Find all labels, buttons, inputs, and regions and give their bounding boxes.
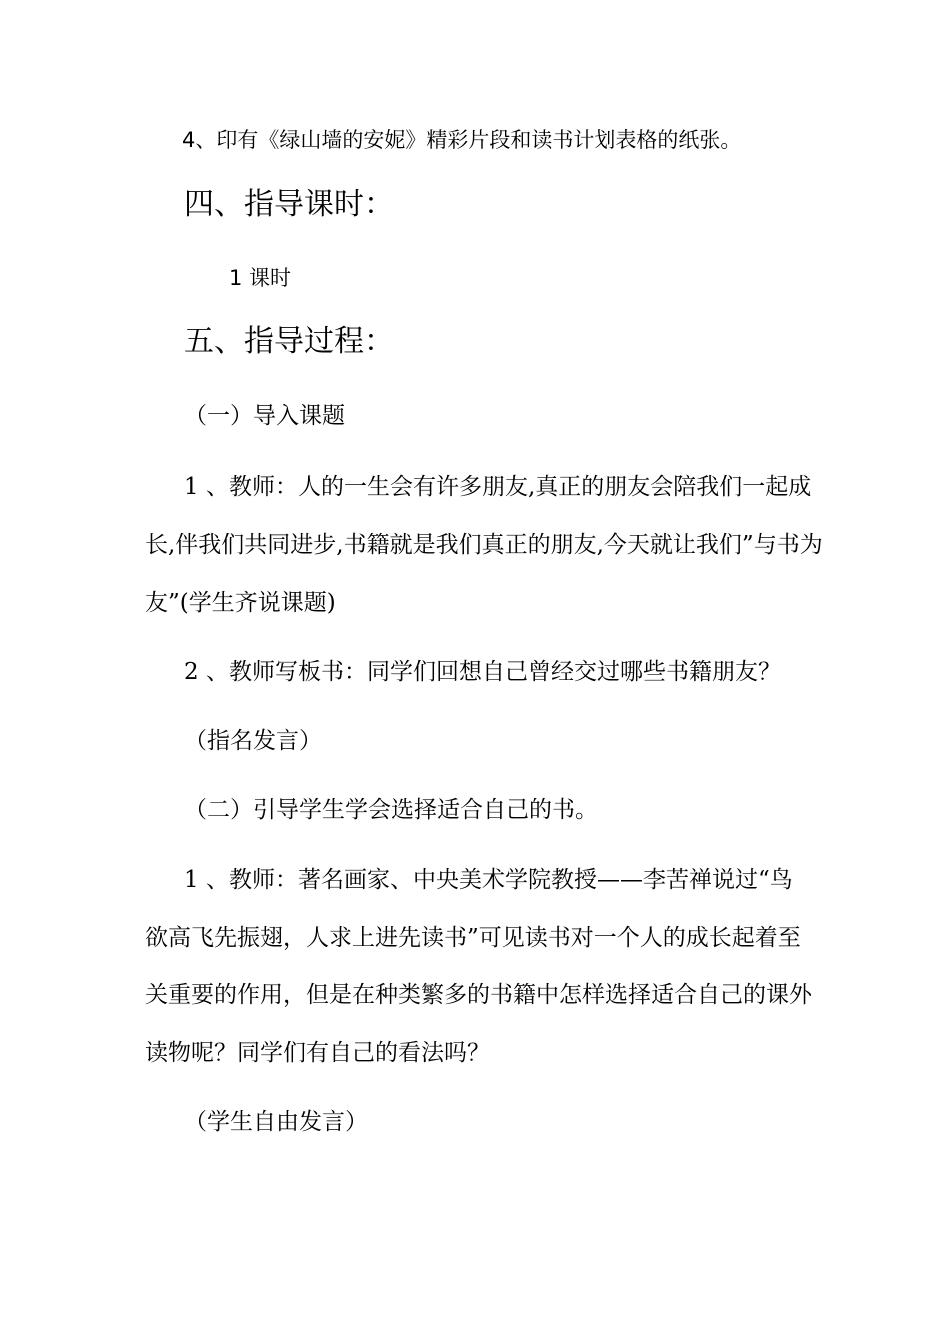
paragraph-1-line-2: 长,伴我们共同进步,书籍就是我们真正的朋友,今天就让我们”与书为 xyxy=(145,532,823,558)
paragraph-3-note: （学生自由发言） xyxy=(184,1109,368,1135)
paragraph-2-line-1: 2 、教师写板书：同学们回想自己曾经交过哪些书籍朋友？ xyxy=(184,659,781,685)
paragraph-3-line-3: 关重要的作用，但是在种类繁多的书籍中怎样选择适合自己的课外 xyxy=(145,982,812,1008)
subsection-2-heading: （二）引导学生学会选择适合自己的书。 xyxy=(184,797,598,823)
subsection-1-heading: （一）导入课题 xyxy=(184,403,345,429)
section-4-text: 1 课时 xyxy=(229,266,292,290)
materials-item-4: 4、印有《绿山墙的安妮》精彩片段和读书计划表格的纸张。 xyxy=(182,128,742,152)
section-4-heading: 四、指导课时： xyxy=(184,187,394,222)
paragraph-3-line-4: 读物呢？同学们有自己的看法吗？ xyxy=(145,1040,490,1066)
paragraph-3-line-2: 欲高飞先振翅，人求上进先读书”可见读书对一个人的成长起着至 xyxy=(145,925,801,951)
paragraph-1-line-3: 友”(学生齐说课题) xyxy=(145,590,336,616)
paragraph-3-line-1: 1 、教师：著名画家、中央美术学院教授——李苦禅说过“鸟 xyxy=(184,867,793,893)
paragraph-2-note: （指名发言） xyxy=(184,728,322,754)
section-5-heading: 五、指导过程： xyxy=(184,324,394,359)
paragraph-1-line-1: 1 、教师：人的一生会有许多朋友,真正的朋友会陪我们一起成 xyxy=(184,474,812,500)
